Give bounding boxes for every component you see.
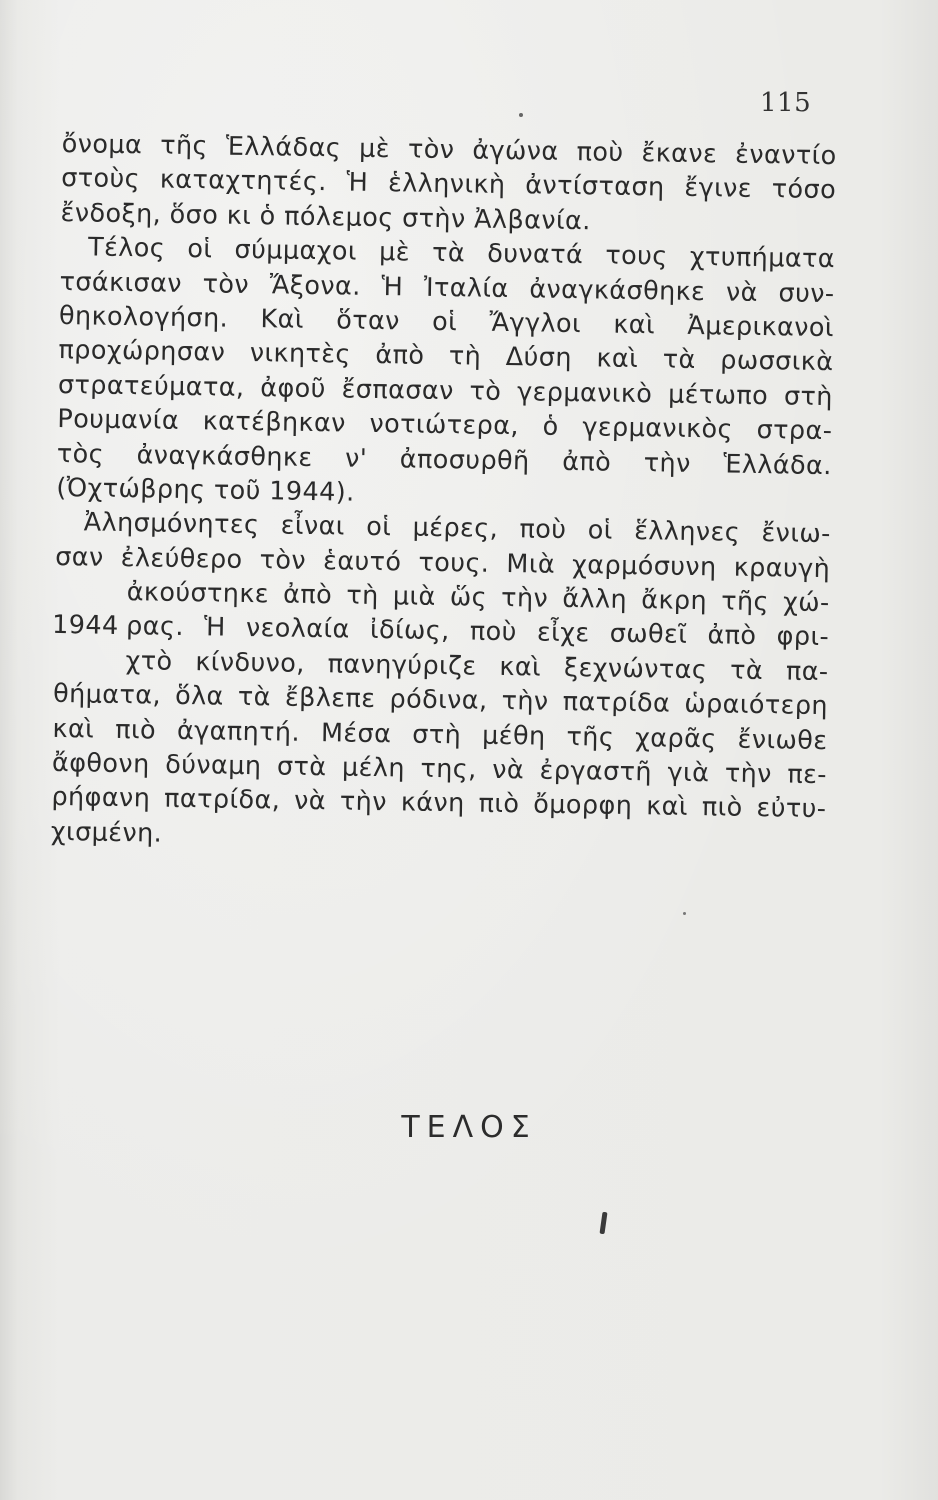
page-number: 115 xyxy=(760,88,812,118)
text-line: ἄφθονη δύναμη στὰ μέλη της, νὰ ἐργαστῆ γιὰ τὴν πε- xyxy=(51,747,828,791)
text-line: (Ὀχτώβρης τοῦ 1944). xyxy=(56,472,355,508)
text-line: χισμένη. xyxy=(50,816,163,849)
text-line: τσάκισαν τὸν Ἄξονα. Ἡ Ἰταλία ἀναγκάσθηκε νὰ συν- xyxy=(59,266,835,309)
body-text xyxy=(51,127,837,861)
text-line: ρας. Ἡ νεολαία ἰδίως, ποὺ εἶχε σωθεῖ ἀπὸ φρι- xyxy=(125,611,830,653)
text-line: χτὸ κίνδυνο, πανηγύριζε καὶ ξεχνώντας τὰ πα- xyxy=(125,645,829,687)
text-line: στοὺς καταχτητές. Ἡ ἑλληνικὴ ἀντίσταση ἔγινε τόσο xyxy=(60,163,837,206)
ink-speck xyxy=(519,113,523,117)
text-line: ὄνομα τῆς Ἑλλάδας μὲ τὸν ἀγώνα ποὺ ἔκανε ἐναντίο xyxy=(61,128,837,172)
text-line: θήματα, ὅλα τὰ ἔβλεπε ρόδινα, τὴν πατρίδα ὡραιότερη xyxy=(52,679,829,722)
text-line: Τέλος οἱ σύμμαχοι μὲ τὰ δυνατά τους χτυπήματα xyxy=(87,232,836,275)
text-line: σαν ἐλεύθερο τὸν ἑαυτό τους. Μιὰ χαρμόσυνη κραυγὴ xyxy=(55,541,831,584)
text-line: τὸς ἀναγκάσθηκε ν' ἀποσυρθῆ ἀπὸ τὴν Ἑλλάδα. xyxy=(56,438,833,481)
text-line: προχώρησαν νικητὲς ἀπὸ τὴ Δύση καὶ τὰ ρωσσικὰ xyxy=(58,335,834,378)
text-line: καὶ πιὸ ἀγαπητή. Μέσα στὴ μέθη τῆς χαρᾶς ἔνιωθε xyxy=(52,713,828,756)
text-line: ἔνδοξη, ὅσο κι ὁ πόλεμος στὴν Ἀλβανία. xyxy=(60,197,591,237)
text-line: θηκολογήση. Καὶ ὅταν οἱ Ἄγγλοι καὶ Ἀμερικανοὶ xyxy=(58,300,835,344)
text-line: ἀκούστηκε ἀπὸ τὴ μιὰ ὥς τὴν ἄλλη ἄκρη τῆς χώ- xyxy=(126,577,830,619)
ink-speck xyxy=(683,912,686,915)
text-line: ρήφανη πατρίδα, νὰ τὴν κάνη πιὸ ὄμορφη καὶ πιὸ εὐτυ- xyxy=(51,782,827,825)
text-line: Ρουμανία κατέβηκαν νοτιώτερα, ὁ γερμανικὸς στρα- xyxy=(57,404,833,447)
margin-note-year: 1944 xyxy=(51,610,119,642)
text-line: Ἀλησμόνητες εἶναι οἱ μέρες, ποὺ οἱ ἕλληνες ἔνιω- xyxy=(83,507,831,550)
end-heading: ΤΕΛΟΣ xyxy=(401,1110,537,1145)
text-line: στρατεύματα, ἀφοῦ ἔσπασαν τὸ γερμανικὸ μέτωπο στὴ xyxy=(57,369,834,412)
ink-speck xyxy=(599,1212,607,1234)
